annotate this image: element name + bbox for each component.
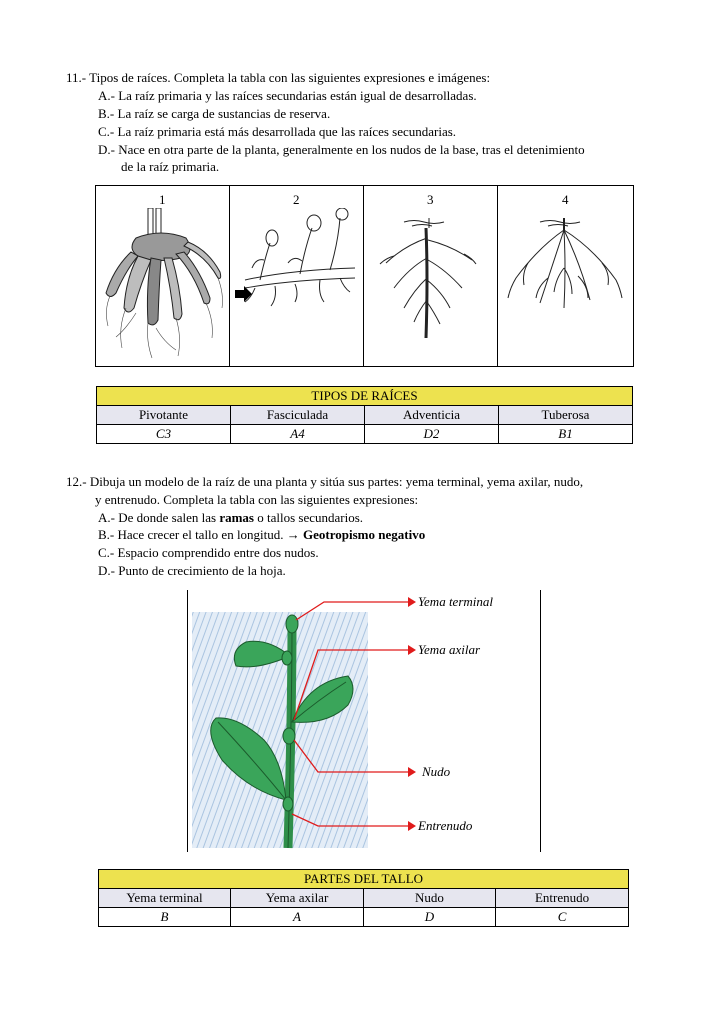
- q12-item-b: B.- Hace crecer el tallo en longitud. → Geotropismo negativo: [98, 527, 426, 542]
- root-types-table: [96, 386, 633, 444]
- root-type-answer: C3: [97, 425, 231, 444]
- q12-title: 12.- Dibuja un modelo de la raíz de una planta y sitúa sus partes: yema terminal, yema axilar, nudo,: [66, 474, 584, 489]
- tuberous-root-illustration: [96, 208, 229, 363]
- label-nudo: Nudo: [422, 764, 451, 779]
- q11-title: 11.- Tipos de raíces. Completa la tabla con las siguientes expresiones e imágenes:: [66, 70, 491, 85]
- root-type-col: Fasciculada: [231, 406, 365, 425]
- root-type-answer: B1: [499, 425, 633, 444]
- q12-item-c: C.- Espacio comprendido entre dos nudos.: [98, 545, 319, 560]
- image-number-2: 2: [293, 192, 300, 207]
- q12-item-a: A.- De donde salen las ramas o tallos secundarios.: [98, 510, 364, 525]
- adventitious-root-illustration: [230, 208, 363, 363]
- q11-item-b: B.- La raíz se carga de sustancias de reserva.: [98, 106, 331, 121]
- q12-title-cont: y entrenudo. Completa la tabla con las siguientes expresiones:: [95, 492, 419, 507]
- stem-part-answer: A: [231, 908, 364, 927]
- stem-parts-table: [98, 869, 629, 927]
- stem-part-answer: C: [496, 908, 629, 927]
- label-yema-terminal: Yema terminal: [418, 594, 493, 609]
- q11-item-d-cont: de la raíz primaria.: [121, 159, 220, 174]
- fibrous-root-illustration: [498, 208, 631, 363]
- image-number-4: 4: [562, 192, 569, 207]
- image-number-3: 3: [427, 192, 434, 207]
- stem-illustration: [188, 590, 540, 852]
- stem-part-col: Nudo: [364, 889, 496, 908]
- stem-part-answer: B: [99, 908, 231, 927]
- root-type-answer: D2: [365, 425, 499, 444]
- stem-part-answer: D: [364, 908, 496, 927]
- roots-image-grid: [95, 185, 634, 367]
- stem-parts-header: PARTES DEL TALLO: [99, 870, 629, 889]
- label-yema-axilar: Yema axilar: [418, 642, 480, 657]
- root-type-answer: A4: [231, 425, 365, 444]
- q11-item-d: D.- Nace en otra parte de la planta, generalmente en los nudos de la base, tras el detenimiento: [98, 142, 585, 157]
- stem-diagram: [187, 590, 541, 852]
- arrow-icon: [235, 286, 252, 302]
- root-type-col: Adventicia: [365, 406, 499, 425]
- stem-part-col: Yema terminal: [99, 889, 231, 908]
- q11-item-c: C.- La raíz primaria está más desarrollada que las raíces secundarias.: [98, 124, 457, 139]
- root-type-col: Tuberosa: [499, 406, 633, 425]
- stem-part-col: Yema axilar: [231, 889, 364, 908]
- image-number-1: 1: [159, 192, 166, 207]
- root-type-col: Pivotante: [97, 406, 231, 425]
- q11-item-a: A.- La raíz primaria y las raíces secundarias están igual de desarrolladas.: [98, 88, 477, 103]
- label-entrenudo: Entrenudo: [418, 818, 473, 833]
- q12-item-d: D.- Punto de crecimiento de la hoja.: [98, 563, 286, 578]
- taproot-illustration: [364, 208, 497, 363]
- root-types-header: TIPOS DE RAÍCES: [97, 387, 633, 406]
- stem-part-col: Entrenudo: [496, 889, 629, 908]
